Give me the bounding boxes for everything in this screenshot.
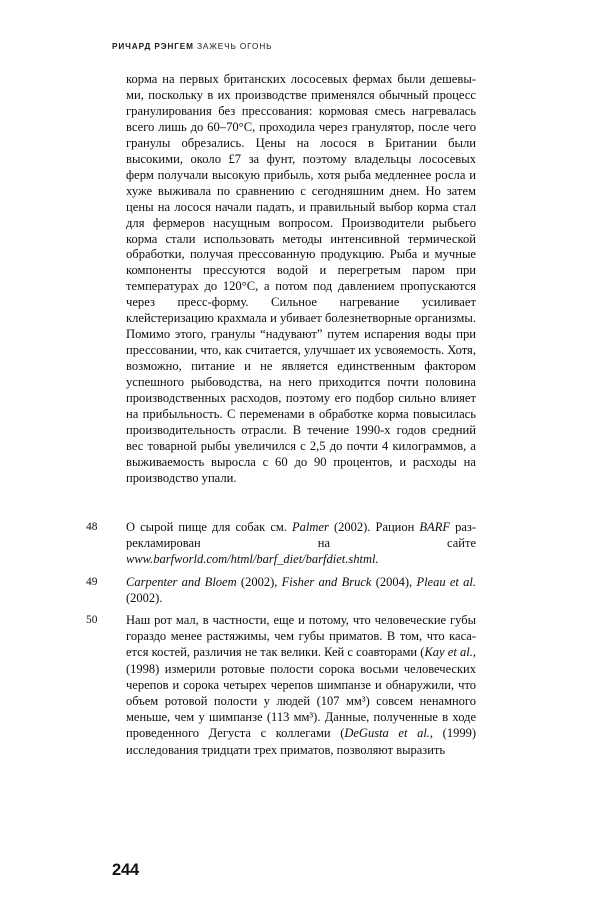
running-head-author: РИЧАРД РЭНГЕМ xyxy=(112,42,194,51)
note-item xyxy=(86,574,476,606)
page-number: 244 xyxy=(112,861,139,879)
note-number: 50 xyxy=(86,614,98,627)
note-number: 48 xyxy=(86,521,98,533)
endnotes-list xyxy=(86,519,476,764)
body-text-column xyxy=(126,72,476,487)
running-head xyxy=(112,42,272,51)
note-text: Наш рот мал, в частности, еще и потому, что человеческие губы гораздо менее растяжимы, чем губы приматов. В том, что касается костей, различия не так велики. Кей с соавторами (Kay et al., (1998) измерили ротовые полости сорока восьми человеческих черепов и сорока четырех черепов шимпанзе и обнаружили, что объем ротовой полости у людей (107 мм³) совсем ненамного меньше, чем у шимпанзе (113 мм³). Данные, полученные в ходе проведенного Дегуста с коллегами (DeGusta et al., (1999) исследования тридцати трех приматов, позволяют выразить xyxy=(126,613,476,757)
note-text: Carpenter and Bloem (2002), Fisher and Bruck (2004), Pleau et al. (2002). xyxy=(126,574,477,605)
note-number: 49 xyxy=(86,575,98,588)
note-item xyxy=(86,519,476,568)
running-head-book-title: ЗАЖЕЧЬ ОГОНЬ xyxy=(197,42,273,51)
body-paragraph: корма на первых британских лососевых фермах были дешевыми, поскольку в их производстве применялся обычный процесс гранулирования без прессования: кормовая смесь нагревалась всего лишь до 60–70°С, проходила через гранулятор, после чего гранулы обрезались. Цены на лосося в Британии были высокими, около £7 за фунт, поэтому владельцы лососевых ферм получали высокую прибыль, хотя рыба медленнее росла и хуже выживала по сравнению с сегодняшним днем. Но затем цены на лосося начали падать, и правильный выбор корма стал для фермеров насущным вопросом. Производители рыбьего корма стали использовать методы интенсивной термической обработки, получая прессованную продукцию. Рыба и мучные компоненты прессуются водой и перегретым паром при температурах до 120°С, а потом под давлением пропускаются через пресс-форму. Сильное нагревание усиливает клейстеризацию крахмала и убивает болезнетворные организмы. Помимо этого, гранулы “надувают” путем испарения воды при прессовании, что, как считается, улучшает их усвояемость. Хотя, возможно, питание и не является единственным фактором успешного рыбоводства, на него приходится почти половина производственных расходов, поэтому его подбор сильно влияет на прибыльность. С переменами в обработке корма повысилась производительность отрасли. В течение 1990-х годов средний вес товарной рыбы увеличился с 2,5 до почти 4 килограммов, а выживаемость выросла с 60 до 90 процентов, и расходы на производство упали. xyxy=(126,72,476,485)
note-text: О сырой пище для собак см. Palmer (2002). Рацион BARF разрекламирован на сайте www.barfworld.com/html/barf_diet/barfdiet.shtml. xyxy=(126,520,476,567)
note-item xyxy=(86,612,476,758)
